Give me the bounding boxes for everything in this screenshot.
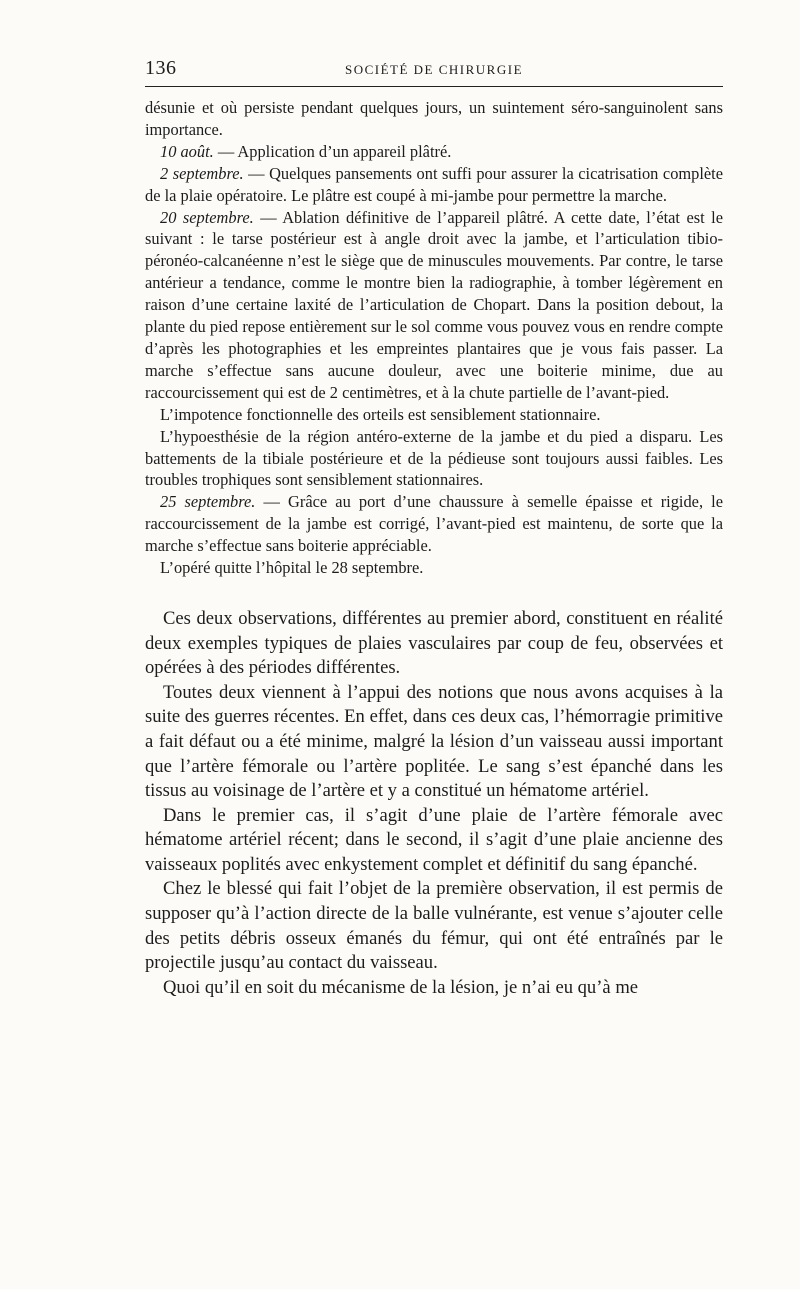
note-paragraph xyxy=(145,491,723,557)
discussion-paragraph: Toutes deux viennent à l’appui des notions que nous avons acquises à la suite des guerres récentes. En effet, dans ces deux cas, l’hémorragie primitive a fait défaut ou a été minime, malgré la lésion d’un vaisseau aussi important que l’artère fémorale ou l’artère poplitée. Le sang s’est épanché dans les tissus au voisinage de l’artère et y a constitué un hématome artériel. xyxy=(145,681,723,802)
note-text: — Ablation définitive de l’appareil plâtré. A cette date, l’état est le suivant : le tarse postérieur est à angle droit avec la jambe, et l’articulation tibio-péronéo-calcanéenne n’est le siège que de minuscules mouvements. Par contre, le tarse antérieur a tendance, comme le montre bien la radiographie, à tomber légèrement en raison d’une certaine laxité de l’articulation de Chopart. Dans la position debout, la plante du pied repose entièrement sur le sol comme vous pouvez vous en rendre compte d’après les photographies et les empreintes plantaires que je vous fais passer. La marche s’effectue sans aucune douleur, avec une boiterie minime, due au raccourcissement qui est de 2 centimètres, et à la chute partielle de l’avant-pied. xyxy=(145,207,723,402)
page-number: 136 xyxy=(145,57,177,79)
discussion xyxy=(145,607,723,1001)
discussion-paragraph: Ces deux observations, différentes au premier abord, constituent en réalité deux exemples typiques de plaies vasculaires par coup de feu, observées et opérées à des périodes différentes. xyxy=(145,607,723,679)
note-text: L’impotence fonctionnelle des orteils est sensiblement stationnaire. xyxy=(160,404,601,424)
book-page xyxy=(145,52,723,1000)
discussion-paragraph: Quoi qu’il en soit du mécanisme de la lésion, je n’ai eu qu’à me xyxy=(163,976,639,998)
note-text: — Grâce au port d’une chaussure à semelle épaisse et rigide, le raccourcissement de la jambe est corrigé, l’avant-pied est maintenu, de sorte que la marche s’effectue sans boiterie appréciable. xyxy=(145,492,724,556)
section-gap xyxy=(145,579,723,607)
discussion-paragraph: Dans le premier cas, il s’agit d’une plaie de l’artère fémorale avec hématome artériel récent; dans le second, il s’agit d’une plaie ancienne des vaisseaux poplités avec enkystement complet et définitif du sang épanché. xyxy=(145,804,723,875)
case-notes xyxy=(145,97,723,579)
note-text: désunie et où persiste pendant quelques jours, un suintement séro-sanguinolent sans importance. xyxy=(145,98,723,139)
note-text: L’opéré quitte l’hôpital le 28 septembre. xyxy=(160,558,424,578)
running-title: SOCIÉTÉ DE CHIRURGIE xyxy=(344,62,524,77)
page-header xyxy=(145,52,723,87)
note-date: 10 août. xyxy=(160,141,214,161)
note-paragraph xyxy=(145,141,723,163)
note-paragraph xyxy=(145,426,723,492)
note-text: L’hypoesthésie de la région antéro-externe de la jambe et du pied a disparu. Les battements de la tibiale postérieure et de la pédieuse sont toujours aussi faibles. Les troubles trophiques sont sensiblement stationnaires. xyxy=(145,426,723,490)
note-date: 20 septembre. xyxy=(160,207,254,227)
note-date: 25 septembre. xyxy=(160,492,256,512)
note-paragraph xyxy=(145,97,723,141)
note-paragraph xyxy=(145,163,723,207)
note-text: — Quelques pansements ont suffi pour assurer la cicatrisation complète de la plaie opératoire. Le plâtre est coupé à mi-jambe pour permettre la marche. xyxy=(145,163,723,205)
note-paragraph xyxy=(145,404,723,426)
note-paragraph xyxy=(145,557,723,579)
note-text: — Application d’un appareil plâtré. xyxy=(213,141,452,161)
discussion-paragraph: Chez le blessé qui fait l’objet de la première observation, il est permis de supposer qu’à l’action directe de la balle vulnérante, est venue s’ajouter celle des petits débris osseux émanés du fémur, qui ont été entraînés par le projectile jusqu’au contact du vaisseau. xyxy=(145,878,723,974)
note-date: 2 septembre. xyxy=(160,163,244,183)
note-paragraph xyxy=(145,207,723,404)
